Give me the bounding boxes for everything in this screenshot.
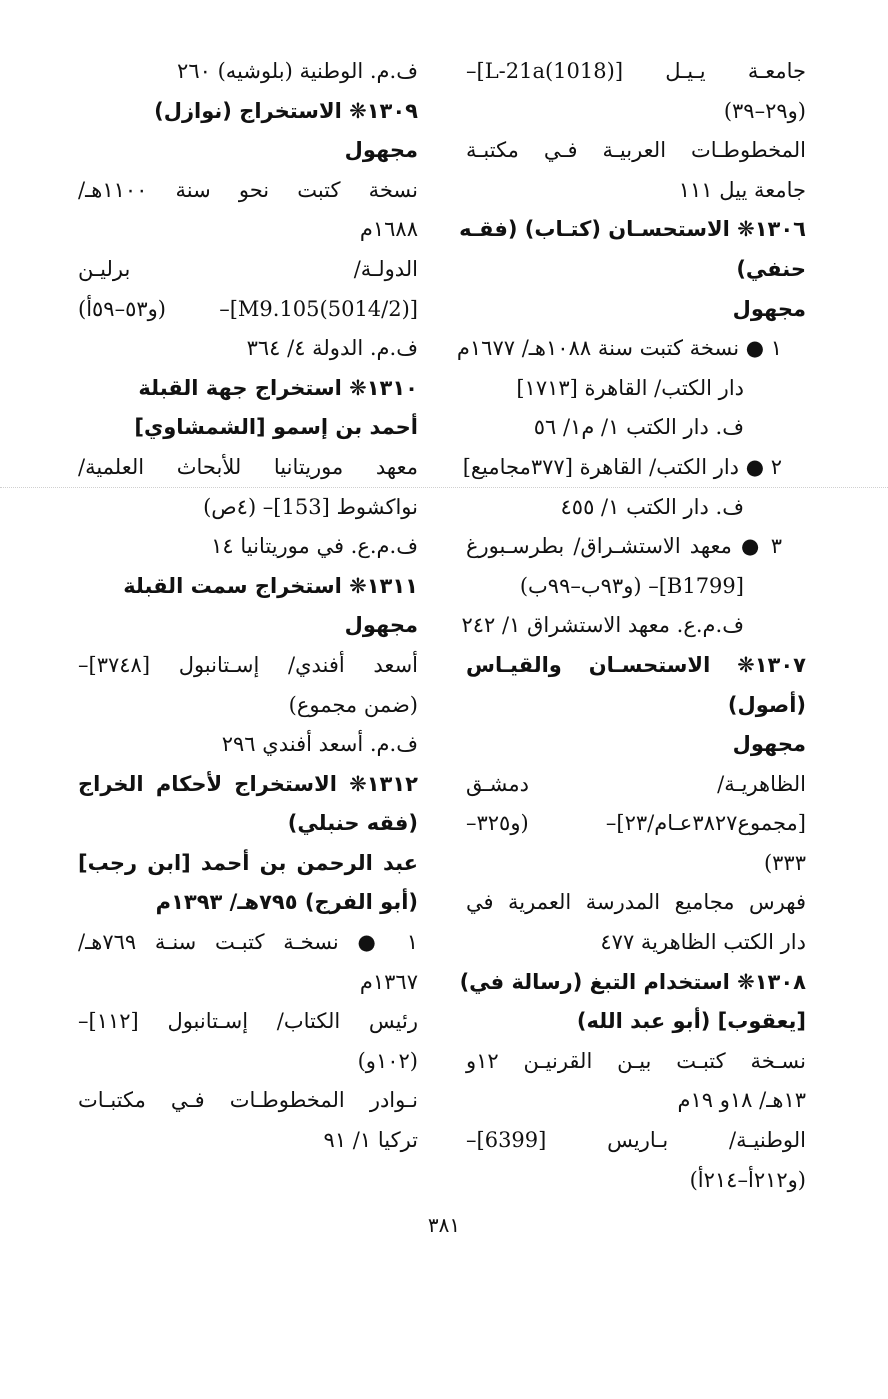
- left-column-line: ١ ● نسخـة كتبـت سنـة ٧٦٩هـ/: [78, 930, 418, 955]
- left-column-line: (١٠٢و): [357, 1048, 418, 1073]
- left-column-line: ١٣١٠❋ استخراج جهة القبلة: [138, 375, 418, 400]
- right-column-line: ٣٣٣): [763, 850, 806, 875]
- right-column-line: جامعـة يـيـل [L-21a(1018)]–: [466, 59, 806, 83]
- left-column-line: أحمد بن إسمو [الشمشاوي]: [134, 415, 418, 440]
- left-column-line: (فقه حنبلي): [287, 811, 418, 836]
- page-number: ٣٨١: [427, 1213, 461, 1237]
- right-column-line: ٢ ● دار الكتب/ القاهرة [٣٧٧مجاميع]: [462, 454, 782, 479]
- right-column-line: ٣ ● معهد الاستشـراق/ بطرسـبورغ: [466, 534, 782, 559]
- right-column-line: (و٢٩–٣٩): [723, 98, 806, 123]
- left-column-line: نـوادر المخطوطـات فـي مكتبـات: [78, 1088, 418, 1113]
- left-column-line: ١٣١١❋ استخراج سمت القبلة: [123, 573, 418, 598]
- right-column-line: المخطوطـات العربيـة فـي مكتبـة: [466, 138, 806, 163]
- left-column-line: (أبو الفرج) ٧٩٥هـ/ ١٣٩٣م: [155, 890, 418, 915]
- right-column-line: ف.م.ع. معهد الاستشراق ١/ ٢٤٢: [461, 613, 744, 638]
- right-column-line: ١ ● نسخة كتبت سنة ١٠٨٨هـ/ ١٦٧٧م: [456, 336, 782, 361]
- left-column-line: رئيس الكتاب/ إسـتانبول [١١٢]–: [78, 1009, 418, 1034]
- left-column-line: ف.م. أسعد أفندي ٢٩٦: [221, 732, 418, 757]
- left-column-line: مجهول: [344, 138, 418, 163]
- left-column-line: ١٦٨٨م: [359, 217, 418, 242]
- right-column-line: الظاهريـة/ دمشـق: [466, 771, 806, 796]
- right-column-line: دار الكتب الظاهرية ٤٧٧: [600, 930, 806, 955]
- left-column-line: نواكشوط [153]– (٤ص): [203, 494, 418, 519]
- right-column-line: [B1799]– (و٩٣ب–٩٩ب): [519, 573, 744, 598]
- right-column-line: الوطنيـة/ بـاريس [6399]–: [466, 1128, 806, 1153]
- right-column-line: ف. دار الكتب ١/ م١/ ٥٦: [533, 415, 744, 440]
- left-column-line: ١٣٠٩❋ الاستخراج (نوازل): [154, 98, 418, 123]
- left-column-line: نسخة كتبت نحو سنة ١١٠٠هـ/: [78, 177, 418, 202]
- right-column-line: دار الكتب/ القاهرة [١٧١٣]: [516, 375, 744, 400]
- right-column-line: [مجموع٣٨٢٧عـام/٢٣]– (و٣٢٥–: [466, 811, 806, 836]
- right-column-line: ف. دار الكتب ١/ ٤٥٥: [560, 494, 744, 519]
- right-column-line: (أصول): [727, 692, 806, 717]
- left-column-line: ف.م. الوطنية (بلوشيه) ٢٦٠: [177, 59, 418, 83]
- left-column-line: أسعد أفندي/ إسـتانبول [٣٧٤٨]–: [78, 652, 418, 677]
- left-column-line: عبد الرحمن بن أحمد [ابن رجب]: [78, 850, 418, 875]
- left-column-line: ١٣٦٧م: [359, 969, 418, 994]
- right-column-line: ١٣٠٧❋ الاستحسـان والقيـاس: [466, 652, 806, 677]
- left-column-line: مجهول: [344, 613, 418, 638]
- left-column-line: تركيا ١/ ٩١: [323, 1128, 418, 1153]
- right-column-line: ١٣هـ/ ١٨و ١٩م: [677, 1088, 806, 1113]
- right-column-line: (و٢١٢أ–٢١٤أ): [689, 1167, 806, 1192]
- left-column-line: ١٣١٢❋ الاستخراج لأحكام الخراج: [78, 771, 418, 796]
- left-column: [78, 52, 418, 1161]
- left-column-line: معهد موريتانيا للأبحاث العلمية/: [78, 454, 418, 479]
- right-column-line: ١٣٠٦❋ الاستحسـان (كتـاب) (فقـه: [459, 217, 806, 242]
- right-column-line: جامعة ييل ١١١: [678, 177, 806, 202]
- right-column-line: حنفي): [736, 256, 806, 281]
- right-column-line: فهرس مجاميع المدرسة العمرية في: [466, 890, 806, 915]
- left-column-line: (ضمن مجموع): [288, 692, 418, 717]
- right-column-line: مجهول: [732, 296, 806, 321]
- left-column-line: الدولـة/ برليـن: [78, 256, 418, 281]
- left-column-line: ف.م.ع. في موريتانيا ١٤: [211, 534, 418, 559]
- left-column-line: [M9.105(5014/2)]– (و٥٣–٥٩أ): [78, 296, 418, 321]
- right-column-line: [يعقوب] (أبو عبد الله): [576, 1009, 806, 1034]
- right-column-line: مجهول: [732, 732, 806, 757]
- right-column-line: ١٣٠٨❋ استخدام التبغ (رسالة في): [459, 969, 806, 994]
- left-column-line: ف.م. الدولة ٤/ ٣٦٤: [246, 336, 418, 361]
- right-column: [456, 52, 806, 1200]
- right-column-line: نسـخة كتبـت بيـن القرنيـن ١٢و: [466, 1048, 806, 1073]
